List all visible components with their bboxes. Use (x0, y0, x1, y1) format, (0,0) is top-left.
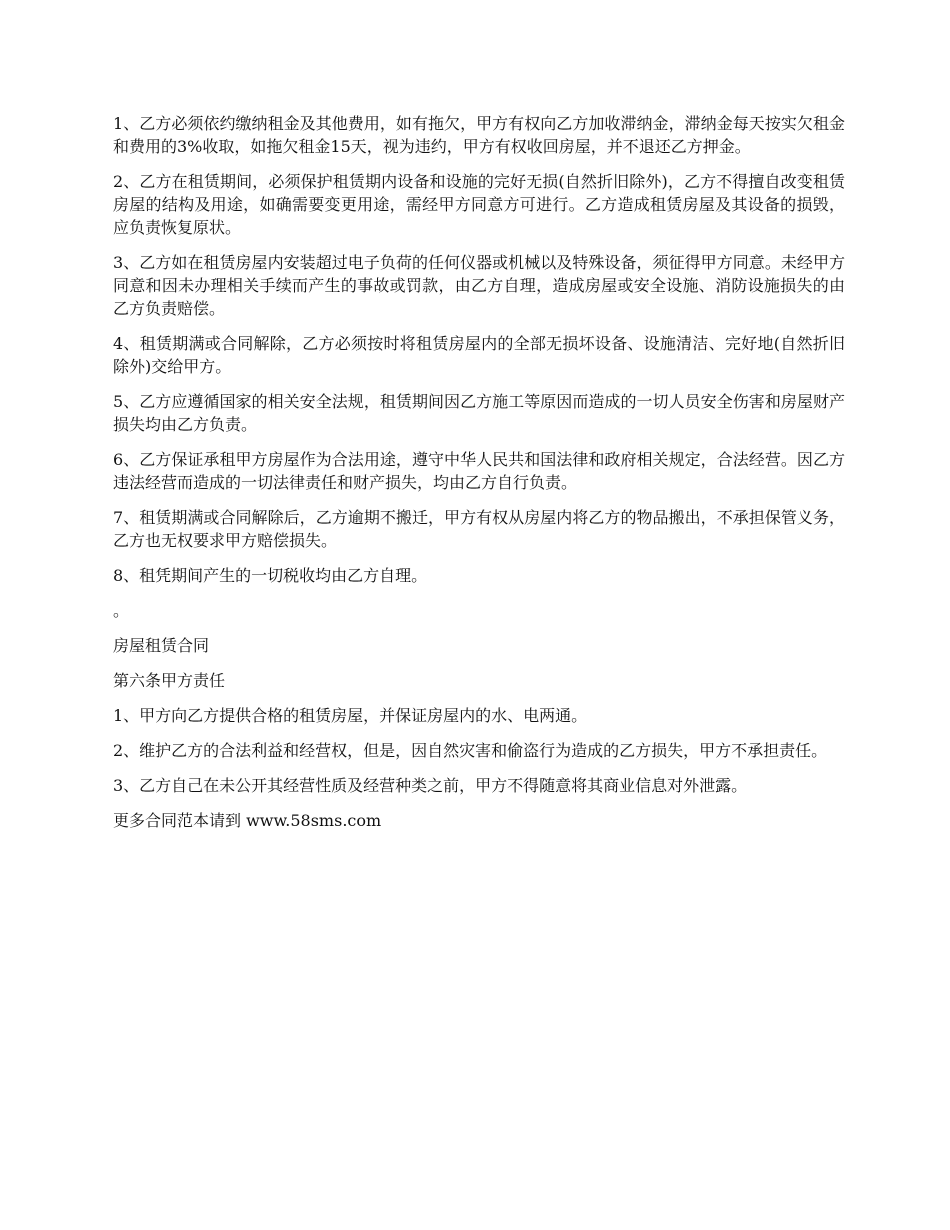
landlord-obligation-confidentiality: 3、乙方自己在未公开其经营性质及经营种类之前，甲方不得随意将其商业信息对外泄露。 (113, 776, 748, 795)
footer-link-text: 更多合同范本请到 www.58sms.com (113, 811, 382, 830)
landlord-obligation-rights: 2、维护乙方的合法利益和经营权，但是，因自然灾害和偷盗行为造成的乙方损失，甲方不承担责任。 (113, 741, 828, 760)
tenant-obligation-rent: 1、乙方必须依约缴纳租金及其他费用，如有拖欠，甲方有权向乙方加收滞纳金，滞纳金每天按实欠租金和费用的3%收取，如拖欠租金15天，视为违约，甲方有权收回房屋，并不退还乙方押金。 (113, 114, 845, 156)
tenant-obligation-safety: 5、乙方应遵循国家的相关安全法规，租赁期间因乙方施工等原因而造成的一切人员安全伤害和房屋财产损失均由乙方负责。 (113, 392, 845, 434)
document-page (113, 112, 845, 844)
section-heading-landlord: 第六条甲方责任 (113, 671, 226, 690)
tenant-obligation-moveout: 7、租赁期满或合同解除后，乙方逾期不搬迁，甲方有权从房屋内将乙方的物品搬出，不承担保管义务，乙方也无权要求甲方赔偿损失。 (113, 508, 845, 550)
tenant-obligation-taxes: 8、租凭期间产生的一切税收均由乙方自理。 (113, 566, 428, 585)
tenant-obligation-legal-use: 6、乙方保证承租甲方房屋作为合法用途，遵守中华人民共和国法律和政府相关规定，合法经营。因乙方违法经营而造成的一切法律责任和财产损失，均由乙方自行负责。 (113, 450, 845, 492)
tenant-obligation-return: 4、租赁期满或合同解除，乙方必须按时将租赁房屋内的全部无损坏设备、设施清洁、完好地(自然折旧除外)交给甲方。 (113, 334, 845, 376)
contract-title: 房屋租赁合同 (113, 636, 210, 655)
separator-mark: 。 (113, 601, 130, 620)
tenant-obligation-maintenance: 2、乙方在租赁期间，必须保护租赁期内设备和设施的完好无损(自然折旧除外)，乙方不得擅自改变租赁房屋的结构及用途，如确需要变更用途，需经甲方同意方可进行。乙方造成租赁房屋及其设备的损毁，应负责恢复原状。 (113, 172, 845, 237)
landlord-obligation-premises: 1、甲方向乙方提供合格的租赁房屋，并保证房屋内的水、电两通。 (113, 706, 588, 725)
tenant-obligation-equipment: 3、乙方如在租赁房屋内安装超过电子负荷的任何仪器或机械以及特殊设备，须征得甲方同意。未经甲方同意和因未办理相关手续而产生的事故或罚款，由乙方自理，造成房屋或安全设施、消防设施损失的由乙方负责赔偿。 (113, 253, 845, 318)
